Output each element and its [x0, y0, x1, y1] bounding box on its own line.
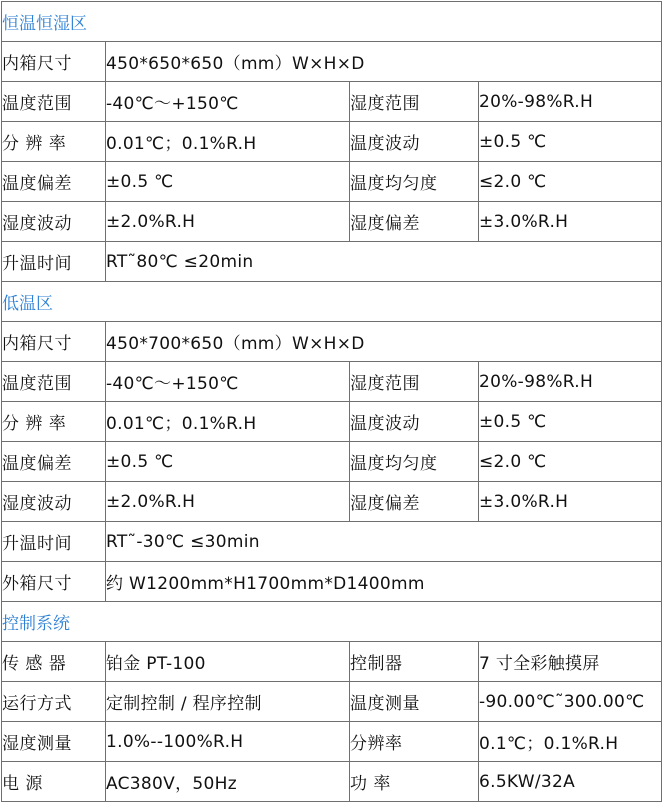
spec-value: ±2.0%R.H	[106, 482, 350, 522]
spec-label: 电 源	[2, 762, 106, 802]
spec-label-secondary: 湿度范围	[350, 362, 479, 402]
spec-label-secondary: 湿度偏差	[350, 482, 479, 522]
spec-label-secondary: 功 率	[350, 762, 479, 802]
spec-value: 0.01℃；0.1%R.H	[106, 402, 350, 442]
spec-label-secondary: 温度均匀度	[350, 162, 479, 202]
spec-value-secondary: ±3.0%R.H	[479, 202, 662, 242]
spec-value: ±2.0%R.H	[106, 202, 350, 242]
spec-value: RT˜-30℃ ≤30min	[106, 522, 662, 562]
spec-row-pair	[2, 482, 662, 522]
spec-label: 分 辨 率	[2, 402, 106, 442]
spec-row-wide	[2, 562, 662, 602]
section-title: 控制系统	[2, 602, 662, 642]
spec-value-secondary: ±0.5 ℃	[479, 122, 662, 162]
spec-label-secondary: 湿度偏差	[350, 202, 479, 242]
spec-label: 内箱尺寸	[2, 42, 106, 82]
spec-row-wide	[2, 522, 662, 562]
spec-row-pair	[2, 122, 662, 162]
spec-row-wide	[2, 242, 662, 282]
spec-label: 湿度波动	[2, 202, 106, 242]
spec-label: 温度范围	[2, 362, 106, 402]
section-header-row	[2, 602, 662, 642]
section-title: 低温区	[2, 282, 662, 322]
spec-value-secondary: 6.5KW/32A	[479, 762, 662, 802]
spec-row-pair	[2, 762, 662, 802]
spec-row-pair	[2, 642, 662, 682]
spec-label-secondary: 控制器	[350, 642, 479, 682]
spec-label-secondary: 温度均匀度	[350, 442, 479, 482]
spec-value: AC380V，50Hz	[106, 762, 350, 802]
spec-value-secondary: 20%-98%R.H	[479, 82, 662, 122]
spec-row-wide	[2, 322, 662, 362]
spec-label: 升温时间	[2, 242, 106, 282]
spec-label: 温度偏差	[2, 162, 106, 202]
spec-value: -40℃～+150℃	[106, 362, 350, 402]
spec-value: 铂金 PT-100	[106, 642, 350, 682]
spec-value-secondary: 7 寸全彩触摸屏	[479, 642, 662, 682]
spec-value-secondary: -90.00℃˜300.00℃	[479, 682, 662, 722]
spec-row-pair	[2, 202, 662, 242]
spec-value-secondary: 20%-98%R.H	[479, 362, 662, 402]
spec-table-body	[2, 2, 662, 802]
spec-label: 外箱尺寸	[2, 562, 106, 602]
spec-label-secondary: 湿度范围	[350, 82, 479, 122]
spec-row-pair	[2, 722, 662, 762]
spec-label: 温度偏差	[2, 442, 106, 482]
spec-value: RT˜80℃ ≤20min	[106, 242, 662, 282]
spec-label: 内箱尺寸	[2, 322, 106, 362]
spec-row-wide	[2, 42, 662, 82]
spec-label-secondary: 温度波动	[350, 402, 479, 442]
spec-label: 分 辨 率	[2, 122, 106, 162]
spec-label-secondary: 温度测量	[350, 682, 479, 722]
spec-value: -40℃～+150℃	[106, 82, 350, 122]
spec-value-secondary: ±3.0%R.H	[479, 482, 662, 522]
spec-value: 定制控制 / 程序控制	[106, 682, 350, 722]
section-header-row	[2, 2, 662, 42]
spec-value-secondary: ≤2.0 ℃	[479, 442, 662, 482]
spec-row-pair	[2, 682, 662, 722]
spec-value: 约 W1200mm*H1700mm*D1400mm	[106, 562, 662, 602]
section-title: 恒温恒湿区	[2, 2, 662, 42]
spec-table	[1, 1, 662, 802]
section-header-row	[2, 282, 662, 322]
spec-row-pair	[2, 82, 662, 122]
spec-value: ±0.5 ℃	[106, 442, 350, 482]
spec-value-secondary: 0.1℃；0.1%R.H	[479, 722, 662, 762]
spec-label-secondary: 分辨率	[350, 722, 479, 762]
spec-value: 0.01℃；0.1%R.H	[106, 122, 350, 162]
spec-label: 传 感 器	[2, 642, 106, 682]
spec-row-pair	[2, 402, 662, 442]
spec-value-secondary: ≤2.0 ℃	[479, 162, 662, 202]
spec-value: 1.0%--100%R.H	[106, 722, 350, 762]
spec-row-pair	[2, 362, 662, 402]
spec-value: 450*700*650（mm）W×H×D	[106, 322, 662, 362]
spec-row-pair	[2, 442, 662, 482]
spec-value: 450*650*650（mm）W×H×D	[106, 42, 662, 82]
spec-label: 温度范围	[2, 82, 106, 122]
spec-label: 升温时间	[2, 522, 106, 562]
spec-value-secondary: ±0.5 ℃	[479, 402, 662, 442]
spec-label-secondary: 温度波动	[350, 122, 479, 162]
spec-label: 湿度测量	[2, 722, 106, 762]
spec-label: 运行方式	[2, 682, 106, 722]
spec-row-pair	[2, 162, 662, 202]
spec-value: ±0.5 ℃	[106, 162, 350, 202]
spec-label: 湿度波动	[2, 482, 106, 522]
